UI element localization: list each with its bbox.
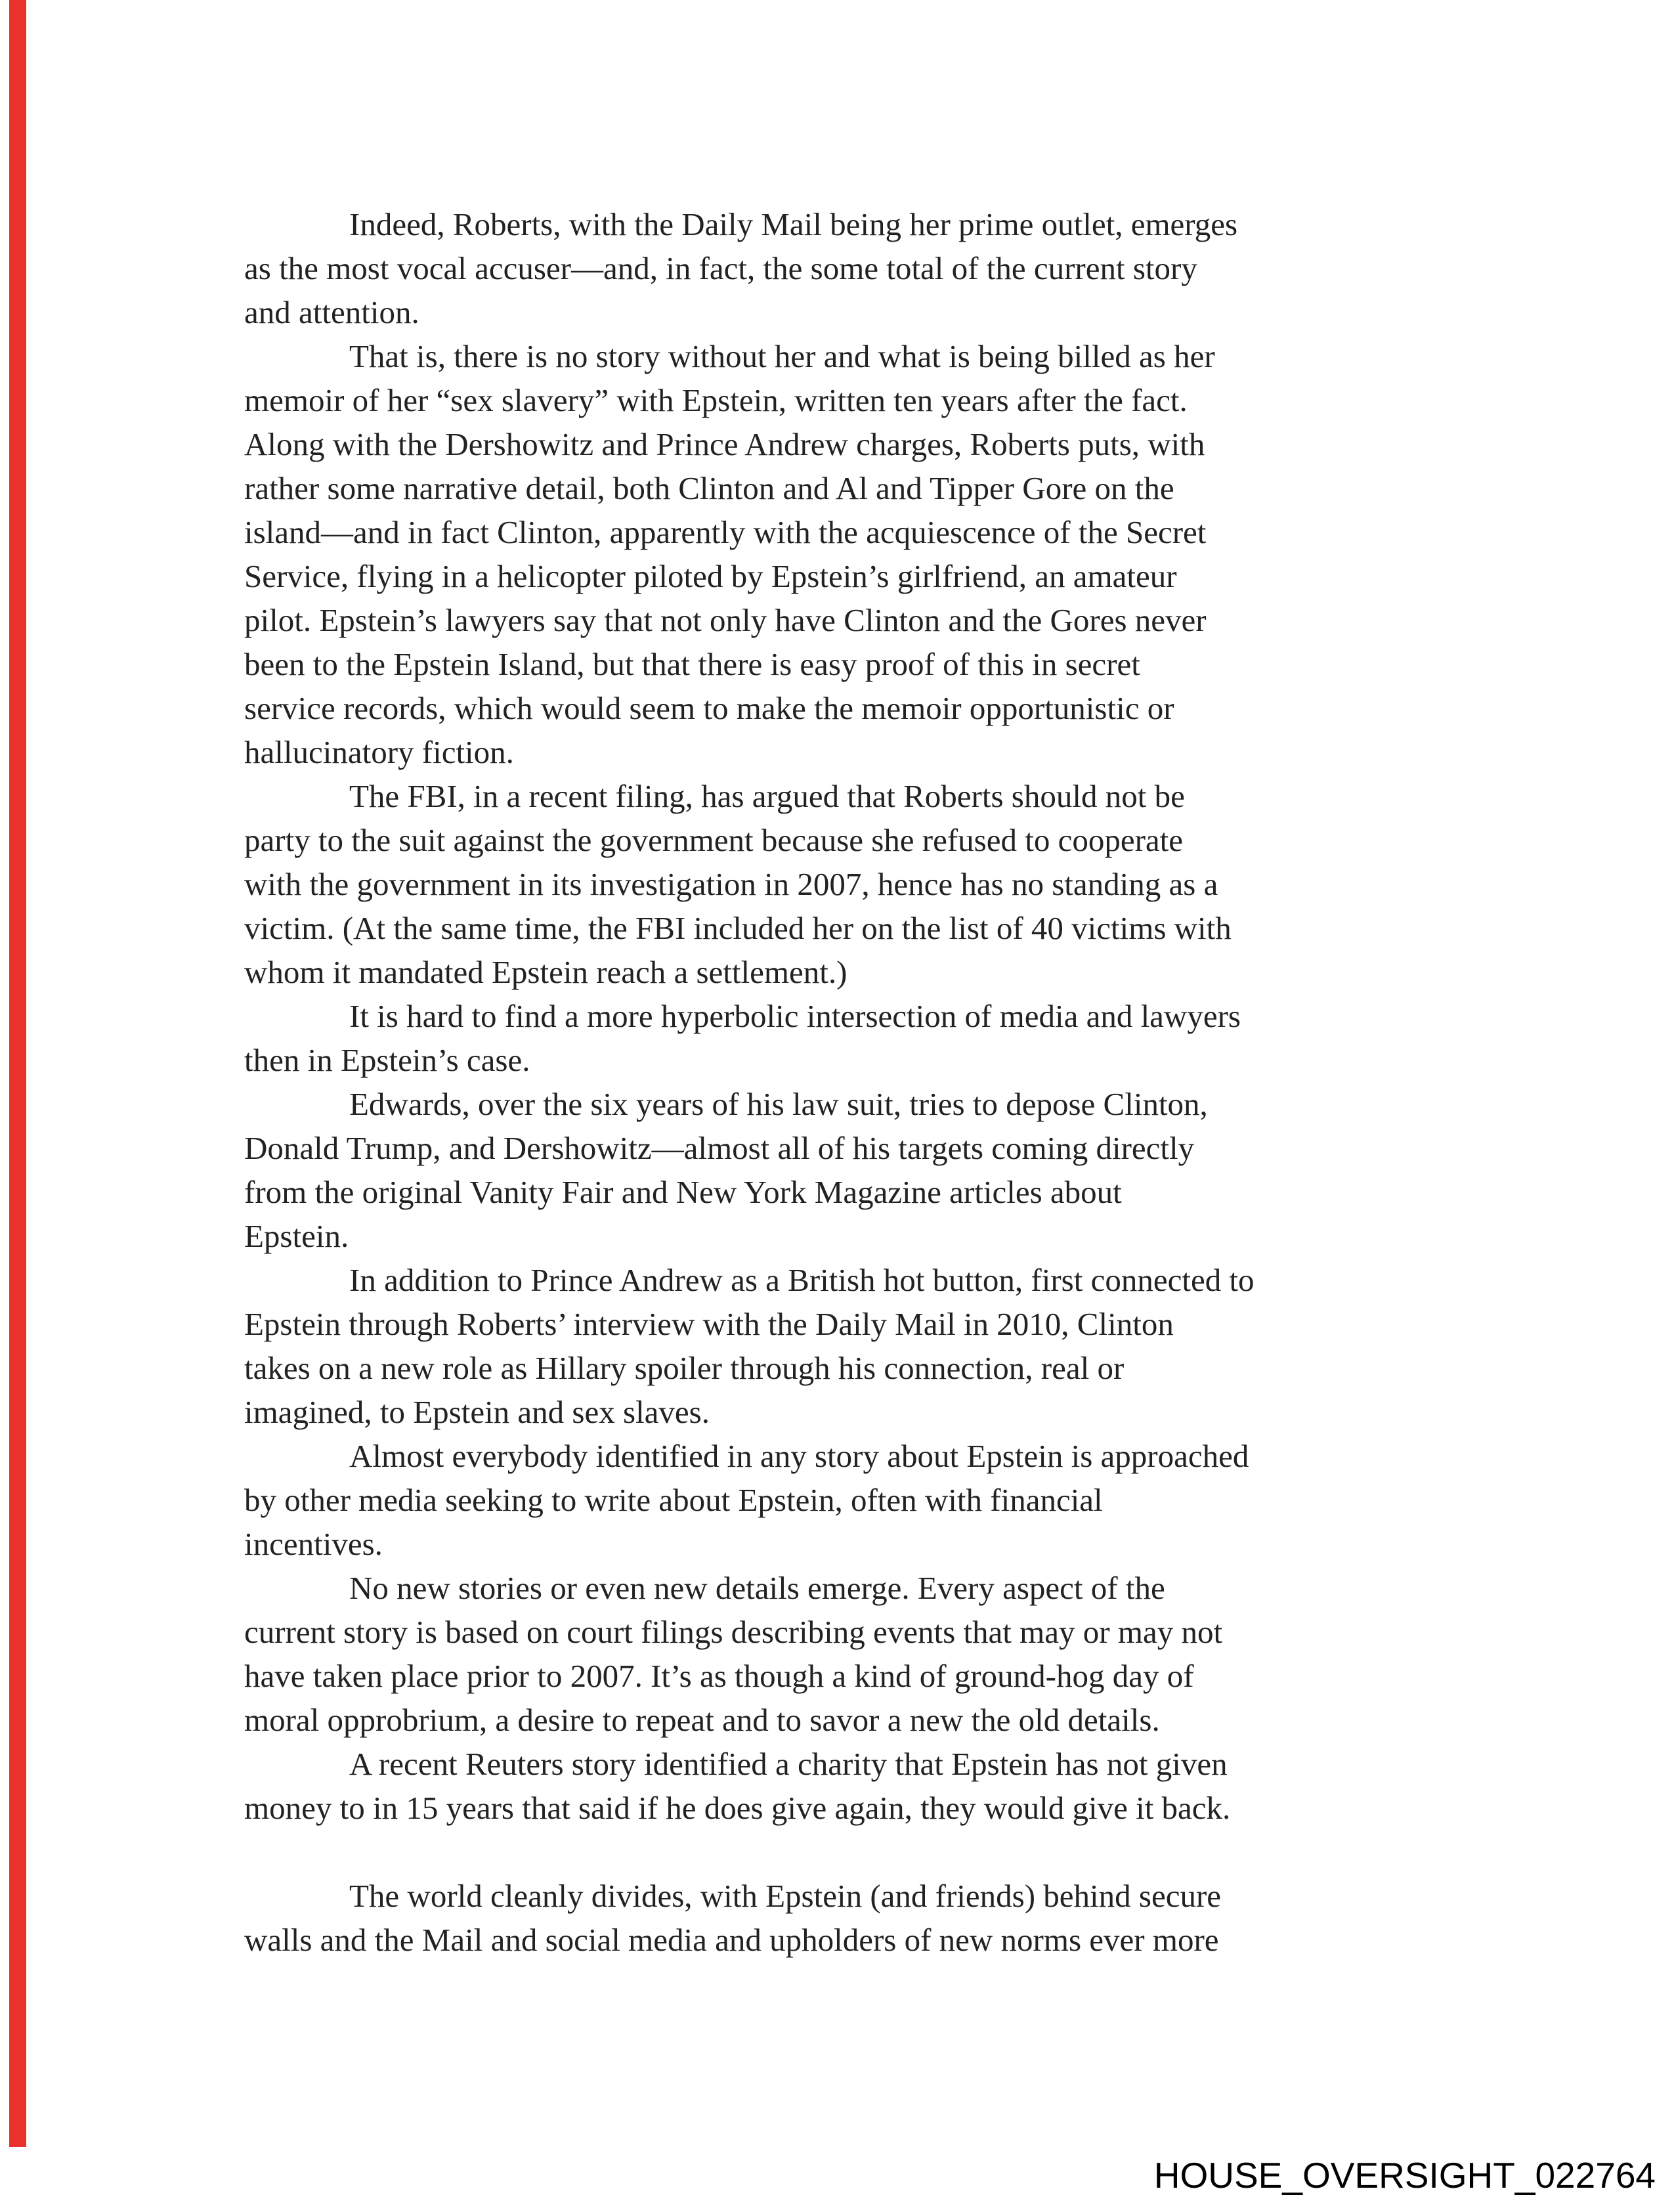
text-line: Edwards, over the six years of his law suit, tries to depose Clinton, [349, 1086, 1208, 1122]
text-line: then in Epstein’s case. [244, 1042, 530, 1078]
text-line: pilot. Epstein’s lawyers say that not only have Clinton and the Gores never [244, 602, 1207, 638]
text-line: Epstein. [244, 1218, 349, 1254]
text-line: walls and the Mail and social media and upholders of new norms ever more [244, 1922, 1219, 1958]
text-line: Service, flying in a helicopter piloted by Epstein’s girlfriend, an amateur [244, 558, 1177, 594]
text-line: incentives. [244, 1526, 383, 1562]
red-margin-line [9, 0, 26, 2147]
text-line: current story is based on court filings describing events that may or may not [244, 1614, 1223, 1650]
text-line: imagined, to Epstein and sex slaves. [244, 1394, 710, 1430]
bates-number: HOUSE_OVERSIGHT_022764 [1153, 2155, 1656, 2196]
text-line: Donald Trump, and Dershowitz—almost all of his targets coming directly [244, 1130, 1195, 1166]
document-body-text [244, 202, 1446, 1962]
text-line: The world cleanly divides, with Epstein (and friends) behind secure [349, 1878, 1222, 1914]
text-line: whom it mandated Epstein reach a settlement.) [244, 954, 848, 990]
text-line: victim. (At the same time, the FBI included her on the list of 40 victims with [244, 910, 1232, 946]
text-line: No new stories or even new details emerge. Every aspect of the [349, 1570, 1165, 1606]
text-line: Along with the Dershowitz and Prince Andrew charges, Roberts puts, with [244, 426, 1205, 462]
text-line: island—and in fact Clinton, apparently with the acquiescence of the Secret [244, 514, 1207, 550]
text-line: rather some narrative detail, both Clinton and Al and Tipper Gore on the [244, 470, 1174, 506]
text-line: In addition to Prince Andrew as a British hot button, first connected to [349, 1262, 1255, 1298]
text-line: from the original Vanity Fair and New York Magazine articles about [244, 1174, 1122, 1210]
text-line: have taken place prior to 2007. It’s as though a kind of ground-hog day of [244, 1658, 1194, 1694]
text-line: service records, which would seem to make the memoir opportunistic or [244, 690, 1174, 726]
text-line: Epstein through Roberts’ interview with the Daily Mail in 2010, Clinton [244, 1306, 1174, 1342]
text-line: party to the suit against the government because she refused to cooperate [244, 822, 1184, 858]
text-line: Indeed, Roberts, with the Daily Mail being her prime outlet, emerges [349, 206, 1238, 242]
text-line: A recent Reuters story identified a charity that Epstein has not given [349, 1746, 1228, 1782]
text-line: by other media seeking to write about Epstein, often with financial [244, 1482, 1103, 1518]
paragraph-gap [244, 1830, 1446, 1874]
text-line: with the government in its investigation in 2007, hence has no standing as a [244, 866, 1218, 902]
text-line: memoir of her “sex slavery” with Epstein, written ten years after the fact. [244, 382, 1188, 418]
text-line: takes on a new role as Hillary spoiler through his connection, real or [244, 1350, 1125, 1386]
text-line: The FBI, in a recent filing, has argued that Roberts should not be [349, 778, 1185, 814]
text-line: and attention. [244, 294, 419, 330]
text-line: been to the Epstein Island, but that there is easy proof of this in secret [244, 646, 1140, 682]
text-line: Almost everybody identified in any story about Epstein is approached [349, 1438, 1249, 1474]
text-line: That is, there is no story without her and what is being billed as her [349, 338, 1215, 374]
text-line: as the most vocal accuser—and, in fact, the some total of the current story [244, 250, 1197, 286]
text-line: money to in 15 years that said if he does give again, they would give it back. [244, 1790, 1231, 1826]
text-line: It is hard to find a more hyperbolic intersection of media and lawyers [349, 998, 1241, 1034]
text-line: hallucinatory fiction. [244, 734, 514, 770]
text-line: moral opprobrium, a desire to repeat and to savor a new the old details. [244, 1702, 1160, 1738]
